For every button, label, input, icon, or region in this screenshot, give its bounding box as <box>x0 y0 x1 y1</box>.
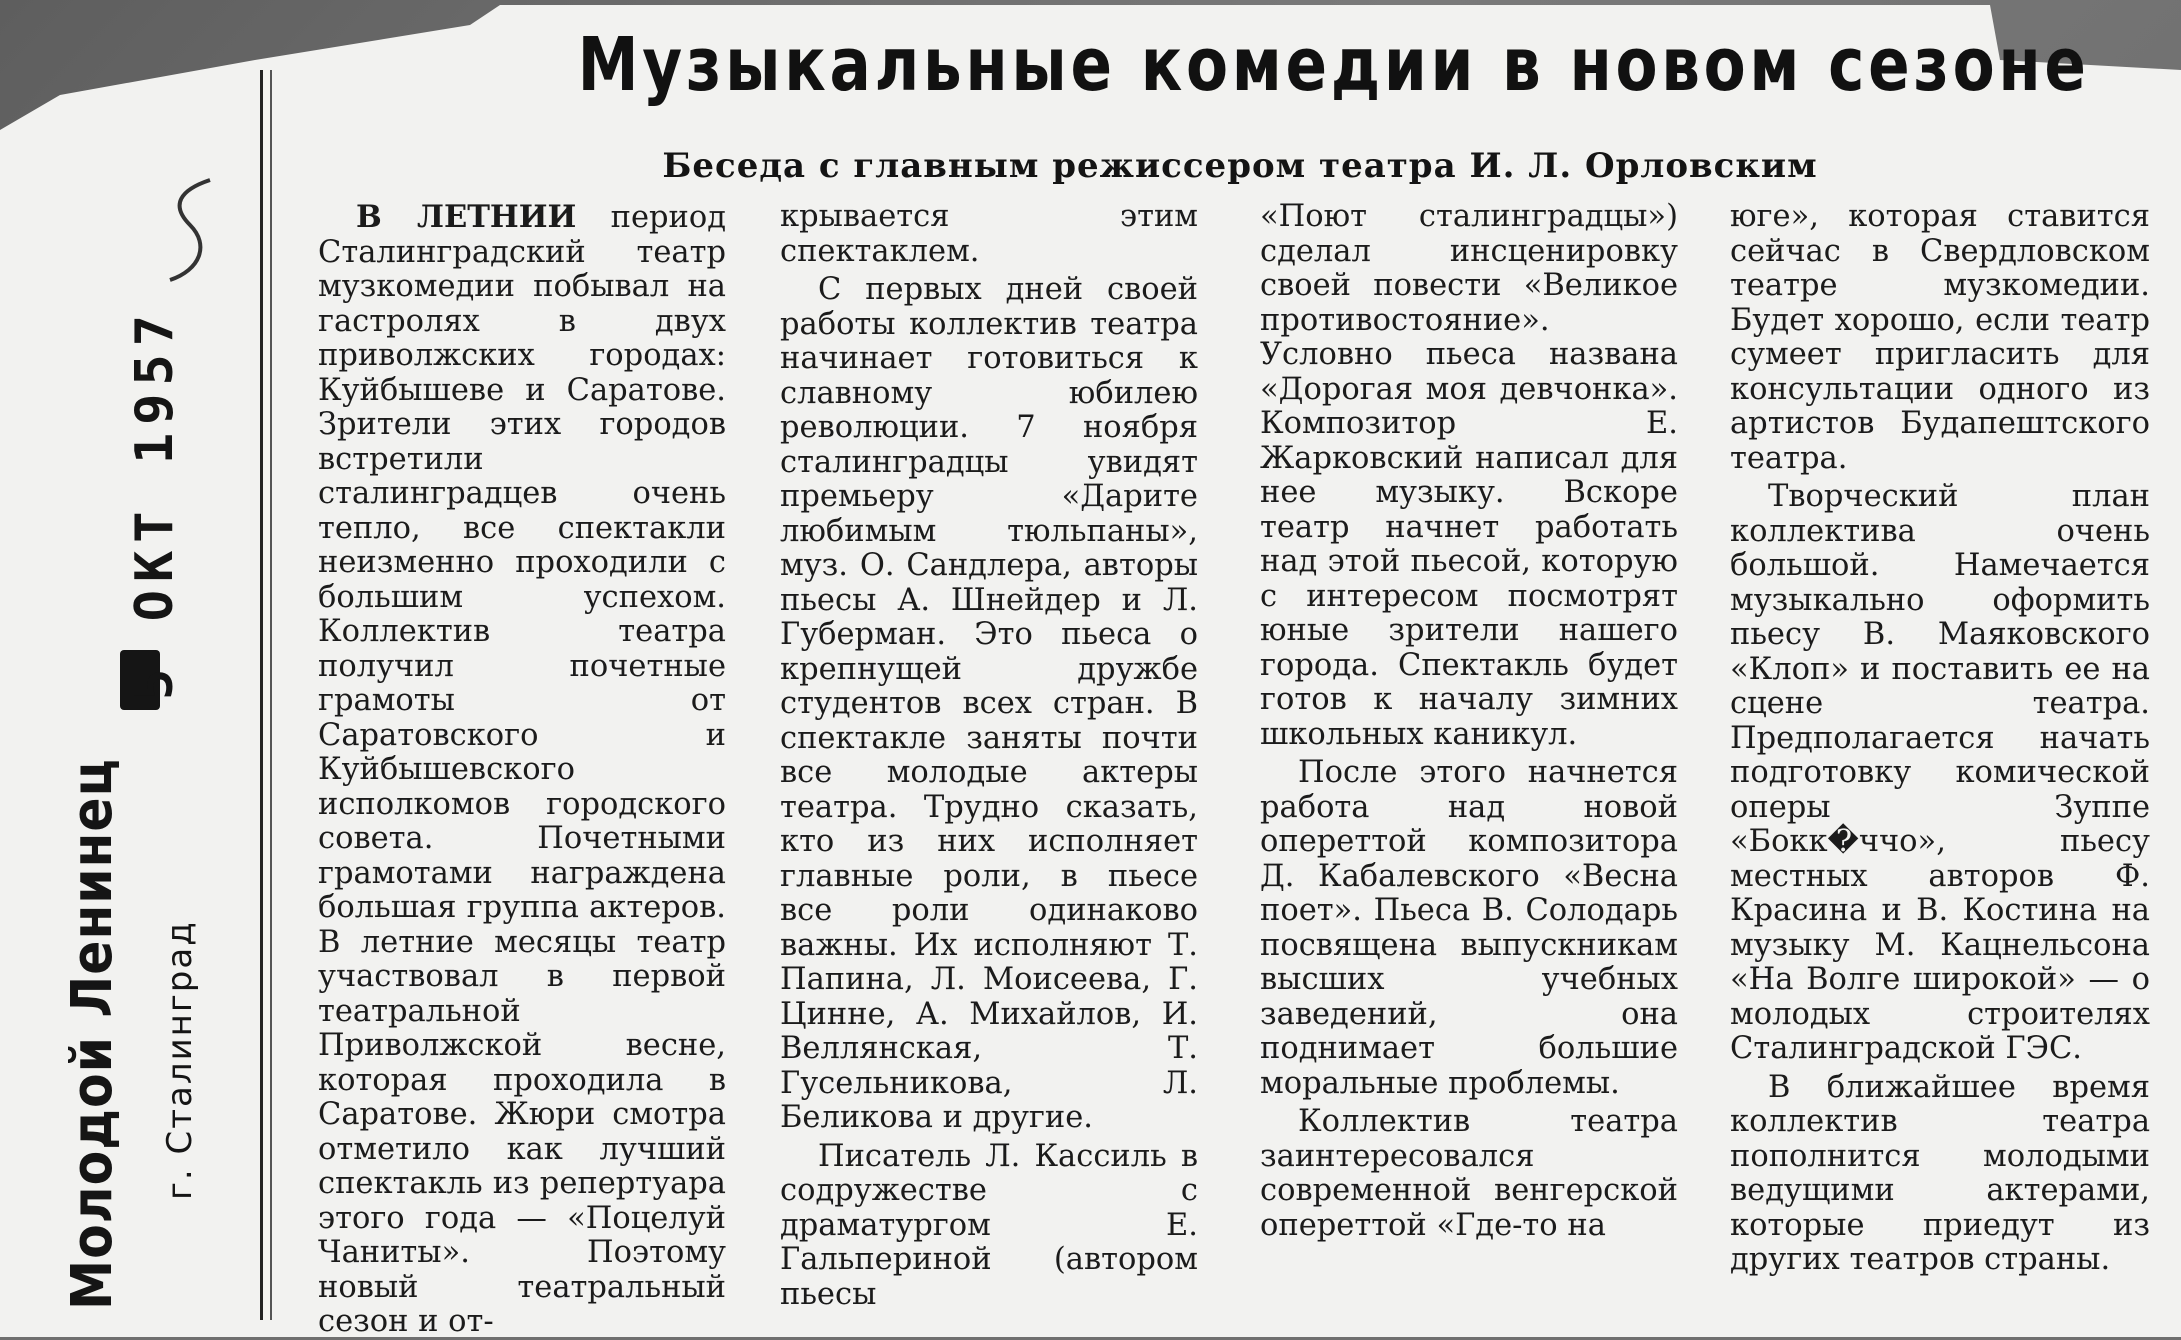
stamp-date: 5 ОКТ 1957 <box>125 306 185 700</box>
article-paragraph: После этого начнется работа над новой опереттой композитора Д. Кабалевского «Весна поет». Пьеса В. Солодарь посвящена выпускникам высших учебных заведений, она поднимает большие моральные проблемы. <box>1260 755 1678 1101</box>
newspaper-name: Молодой Ленинец <box>60 758 125 1310</box>
article-column-3 <box>1260 200 1678 1310</box>
article-paragraph: С первых дней своей работы коллектив театра начинает готовиться к славному юбилею революции. 7 ноября сталинградцы увидят премьеру «Дарите любимым тюльпаны», муз. О. Сандлера, авторы пьесы А. Шнейдер и Л. Губерман. Это пьеса о крепнущей дружбе студентов всех стран. В спектакле заняты почти все молодые актеры театра. Трудно сказать, кто из них исполняет главные роли, в пьесе все роли одинаково важны. Их исполняют Т. Папина, Л. Моисеева, Г. Цинне, А. Михайлов, И. Веллянская, Т. Гусельникова, Л. Беликова и другие. <box>780 272 1198 1135</box>
article-paragraph: крывается этим спектаклем. <box>780 199 1198 269</box>
article-paragraph: «Поют сталинградцы») сделал инсценировку своей повести «Великое противостояние». Условно пьеса названа «Дорогая моя девчонка». Композитор Е. Жарковский написал для нее музыку. Вскоре театр начнет работать над этой пьесой, которую с интересом посмотрят юные зрители нашего города. Спектакль будет готов к началу зимних школьных каникул. <box>1260 199 1678 752</box>
subheadline: Беседа с главным режиссером театра И. Л. Орловским <box>662 146 1818 186</box>
lead-words: В ЛЕТНИИ <box>356 199 577 235</box>
paragraph-text: период Сталинградский театр музкомедии побывал на гастролях в двух приволжских городах: Куйбышеве и Саратове. Зрители этих городов встретили сталинградцев очень тепло, все спектакли неизменно проходили с большим успехом. Коллектив театра получил почетные грамоты от Саратовского и Куйбышевского исполкомов городского совета. Почетными грамотами награждена большая группа актеров. В летние месяцы театр участвовал в первой театральной Приволжской весне, которая проходила в Саратове. Жюри смотра отметило как лучший спектакль из репертуара этого года — «Поцелуй Чаниты». Поэтому новый театральный сезон и от- <box>318 200 726 1339</box>
headline: Музыкальные комедии в новом сезоне <box>577 22 2090 108</box>
article-column-2 <box>780 200 1198 1310</box>
article-paragraph: В ближайшее время коллектив театра пополнится молодыми ведущими актерами, которые приедут из других театров страны. <box>1730 1069 2150 1277</box>
article-column-4 <box>1730 200 2150 1310</box>
article-paragraph: юге», которая ставится сейчас в Свердловском театре музкомедии. Будет хорошо, если театр сумеет пригласить для консультации одного из артистов Будапештского театра. <box>1730 199 2150 476</box>
newspaper-city: г. Сталинград <box>160 920 200 1200</box>
left-column-rule <box>260 70 263 1320</box>
article-paragraph <box>318 200 726 1340</box>
article-paragraph: Творческий план коллектива очень большой. Намечается музыкально оформить пьесу В. Маяковского «Клоп» и поставить ее на сцене театра. Предполагается начать подготовку комической оперы Зуппе «Бокк�ччо», пьесу местных авторов Ф. Красина и В. Костина на музыку М. Кацнельсона «На Волге широкой» — о молодых строителях Сталинградской ГЭС. <box>1730 479 2150 1066</box>
article-paragraph: Коллектив театра заинтересовался современной венгерской опереттой «Где-то на <box>1260 1104 1678 1243</box>
left-column-rule-inner <box>270 70 272 1320</box>
article-paragraph: Писатель Л. Кассиль в содружестве с драматургом Е. Гальпериной (автором пьесы <box>780 1138 1198 1312</box>
article-column-1 <box>318 199 726 1339</box>
